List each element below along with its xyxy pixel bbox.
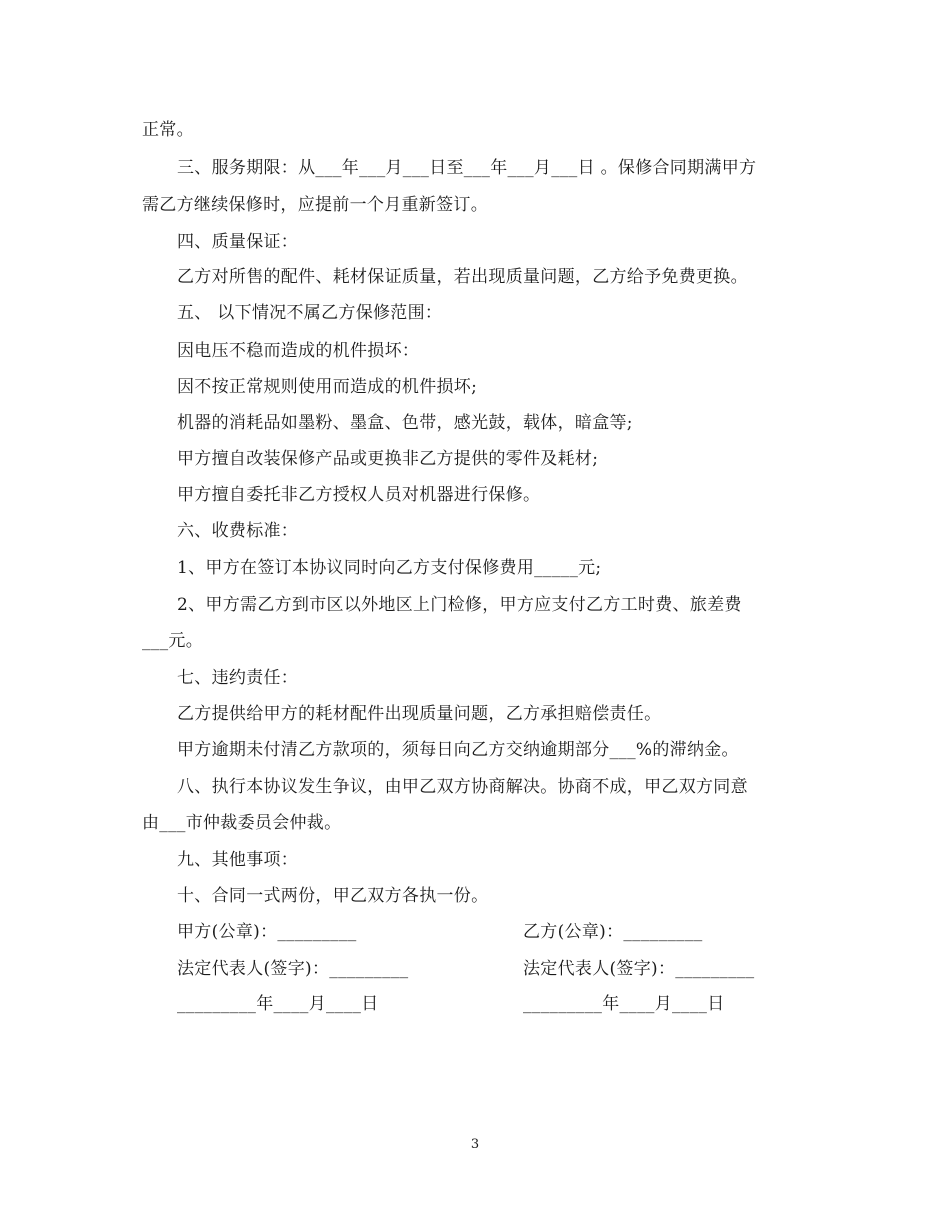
clause-7-item: 甲方逾期未付清乙方款项的，须每日向乙方交纳逾期部分___%的滞纳金。 (177, 740, 739, 760)
clause-6-item-2: 2、甲方需乙方到市区以外地区上门检修，甲方应支付乙方工时费、旅差费 (177, 595, 742, 615)
clause-7-item: 乙方提供给甲方的耗材配件出现质量问题，乙方承担赔偿责任。 (177, 704, 662, 724)
paragraph-continuation: 正常。 (142, 120, 194, 140)
party-a-date: _________年____月____日 (177, 994, 379, 1014)
party-b-date: _________年____月____日 (523, 994, 725, 1014)
clause-3-service-period: 三、服务期限：从___年___月___日至___年___月___日 。保修合同期满甲方 (177, 158, 757, 178)
clause-4-heading: 四、质量保证： (177, 232, 299, 252)
clause-9-heading: 九、其他事项： (177, 850, 299, 870)
clause-3-continuation: 需乙方继续保修时，应提前一个月重新签订。 (142, 195, 488, 215)
clause-8-continuation: 由___市仲裁委员会仲裁。 (142, 813, 342, 833)
clause-5-item: 因电压不稳而造成的机件损坏： (177, 341, 420, 361)
page-number: 3 (470, 1137, 480, 1152)
party-a-seal: 甲方(公章)：_________ (177, 922, 357, 942)
clause-5-item: 因不按正常规则使用而造成的机件损坏; (177, 377, 478, 397)
party-b-representative: 法定代表人(签字)：_________ (523, 959, 755, 979)
clause-5-item: 甲方擅自委托非乙方授权人员对机器进行保修。 (177, 485, 541, 505)
clause-6-heading: 六、收费标准： (177, 521, 299, 541)
clause-8-text: 八、执行本协议发生争议，由甲乙双方协商解决。协商不成，甲乙双方同意 (177, 777, 748, 797)
clause-6-item-1: 1、甲方在签订本协议同时向乙方支付保修费用_____元; (177, 558, 602, 578)
clause-6-item-2-continuation: ___元。 (142, 631, 203, 651)
party-a-representative: 法定代表人(签字)：_________ (177, 959, 409, 979)
clause-5-item: 机器的消耗品如墨粉、墨盒、色带，感光鼓，载体，暗盒等; (177, 413, 633, 433)
party-b-seal: 乙方(公章)：_________ (523, 922, 703, 942)
clause-4-text: 乙方对所售的配件、耗材保证质量，若出现质量问题，乙方给予免费更换。 (177, 267, 748, 287)
clause-5-item: 甲方擅自改装保修产品或更换非乙方提供的零件及耗材; (177, 449, 599, 469)
clause-10-text: 十、合同一式两份，甲乙双方各执一份。 (177, 886, 489, 906)
clause-5-heading: 五、 以下情况不属乙方保修范围： (177, 303, 443, 323)
clause-7-heading: 七、违约责任： (177, 668, 299, 688)
